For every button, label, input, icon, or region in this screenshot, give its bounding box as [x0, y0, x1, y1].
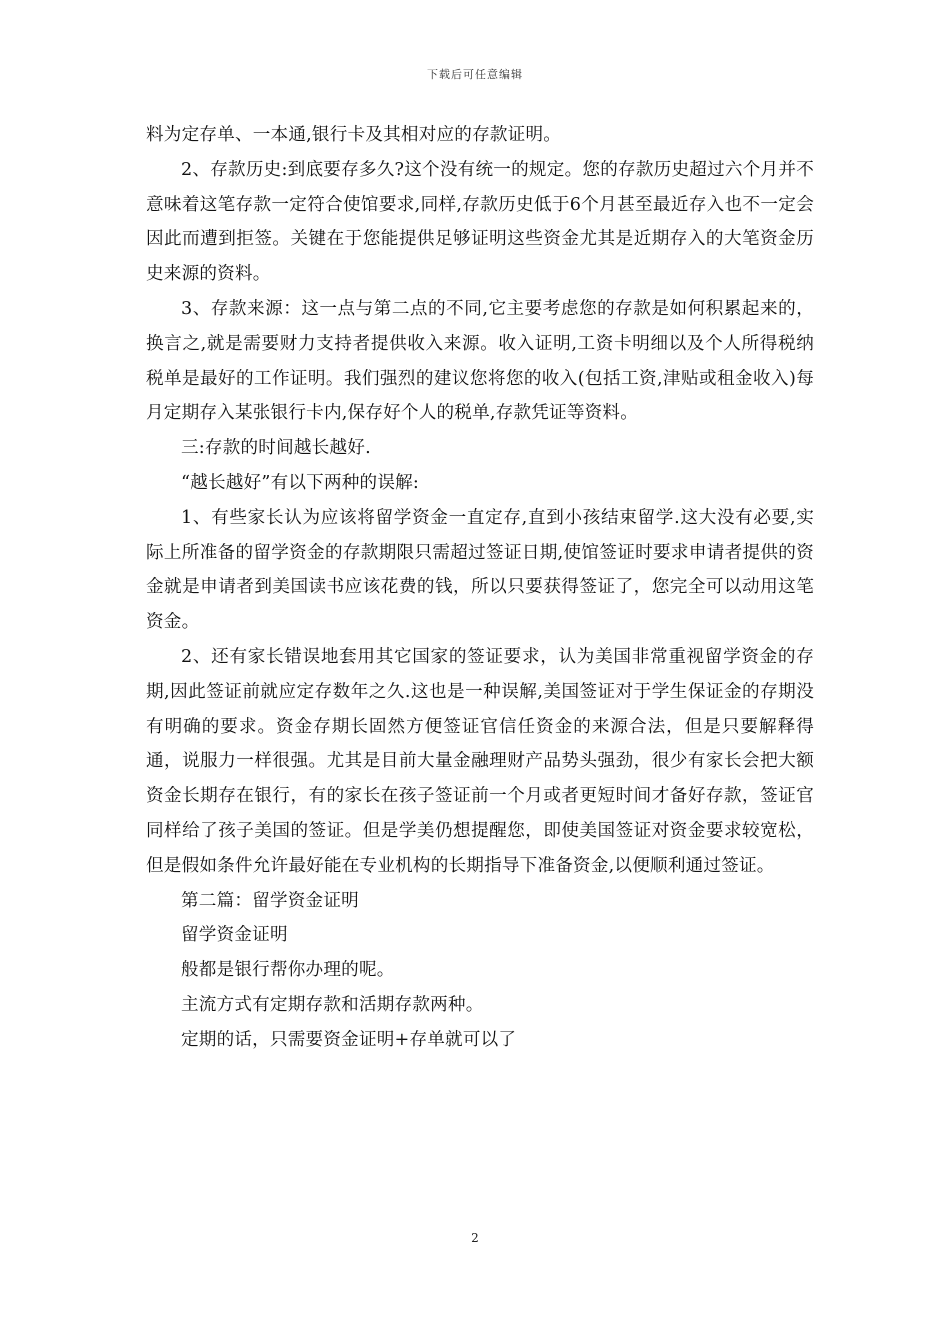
page-number: 2 — [471, 1231, 479, 1245]
paragraph-5: 1、有些家长认为应该将留学资金一直定存,直到小孩结束留学.这大没有必要,实际上所准备的留学资金的存款期限只需超过签证日期,使馆签证时要求申请者提供的资金就是申请者到美国读书应该花费的钱，所以只要获得签证了，您完全可以动用这笔资金。 — [146, 507, 814, 633]
paragraph-3: 3、存款来源：这一点与第二点的不同,它主要考虑您的存款是如何积累起来的，换言之,就是需要财力支持者提供收入来源。收入证明,工资卡明细以及个人所得税纳税单是最好的工作证明。我们强烈的建议您将您的收入(包括工资,津贴或租金收入)每月定期存入某张银行卡内,保存好个人的税单,存款凭证等资料。 — [146, 298, 814, 424]
paragraph-2: 2、存款历史:到底要存多久?这个没有统一的规定。您的存款历史超过六个月并不意味着这笔存款一定符合使馆要求,同样,存款历史低于6个月甚至最近存入也不一定会因此而遭到拒签。关键在于您能提供足够证明这些资金尤其是近期存入的大笔资金历史来源的资料。 — [146, 159, 814, 285]
page-header: 下载后可任意编辑 — [427, 68, 523, 81]
section-heading: 三:存款的时间越长越好. — [181, 438, 371, 459]
paragraph-7: 留学资金证明 — [181, 925, 288, 946]
document-body — [146, 118, 814, 1058]
paragraph-1: 料为定存单、一本通,银行卡及其相对应的存款证明。 — [146, 125, 562, 145]
paragraph-6: 2、还有家长错误地套用其它国家的签证要求，认为美国非常重视留学资金的存期,因此签证前就应定存数年之久.这也是一种误解,美国签证对于学生保证金的存期没有明确的要求。资金存期长固然方便签证官信任资金的来源合法，但是只要解释得通，说服力一样很强。尤其是目前大量金融理财产品势头强劲，很少有家长会把大额资金长期存在银行，有的家长在孩子签证前一个月或者更短时间才备好存款，签证官同样给了孩子美国的签证。但是学美仍想提醒您，即使美国签证对资金要求较宽松，但是假如条件允许最好能在专业机构的长期指导下准备资金,以便顺利通过签证。 — [146, 646, 814, 876]
paragraph-10: 定期的话，只需要资金证明+存单就可以了 — [181, 1029, 517, 1050]
paragraph-8: 般都是银行帮你办理的呢。 — [181, 960, 395, 981]
chapter-title: 第二篇：留学资金证明 — [181, 890, 359, 911]
paragraph-9: 主流方式有定期存款和活期存款两种。 — [181, 994, 484, 1015]
paragraph-4: “越长越好”有以下两种的误解: — [181, 472, 420, 493]
